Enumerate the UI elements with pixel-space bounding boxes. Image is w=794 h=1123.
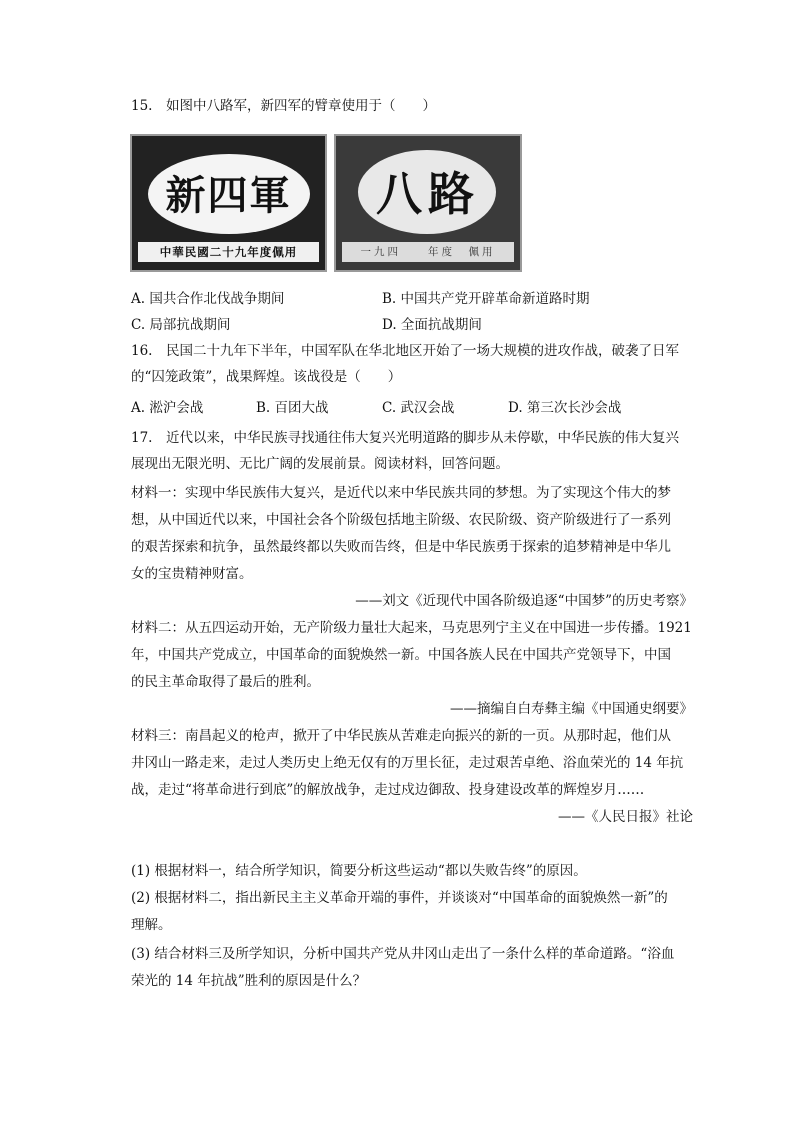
q15-stem: 15. 如图中八路军，新四军的臂章使用于（ ） <box>131 98 436 114</box>
q15-option-c: C. 局部抗战期间 <box>131 317 231 333</box>
sub-question-1: (1) 根据材料一，结合所学知识，简要分析这些运动“都以失败告终”的原因。 <box>131 863 587 879</box>
q17-intro-line1: 17. 近代以来，中华民族寻找通往伟大复兴光明道路的脚步从未停歇，中华民族的伟大复兴 <box>131 430 679 446</box>
material-three-source: ——《人民日报》社论 <box>558 809 693 825</box>
sub-question-2-cont: 理解。 <box>131 917 172 933</box>
material-two-line: 年，中国共产党成立，中国革命的面貌焕然一新。中国各族人民在中国共产党领导下，中国 <box>131 647 671 663</box>
sub-question-2: (2) 根据材料二，指出新民主主义革命开端的事件，并谈谈对“中国革命的面貌焕然一新”的 <box>131 890 668 906</box>
eighth-route-army-armband-image <box>334 134 522 272</box>
material-two-line: 的民主革命取得了最后的胜利。 <box>131 674 320 690</box>
material-one-line: 女的宝贵精神财富。 <box>131 566 253 582</box>
q16-stem-line2: 的“囚笼政策”，战果辉煌。该战役是（ ） <box>131 369 402 385</box>
armband-strip: 一九四 年度 佩用 <box>342 242 514 262</box>
q16-option-c: C. 武汉会战 <box>382 400 455 416</box>
material-two-source: ——摘编自白寿彝主编《中国通史纲要》 <box>450 701 693 717</box>
sub-question-3: (3) 结合材料三及所学知识，分析中国共产党从井冈山走出了一条什么样的革命道路。“浴血 <box>131 946 675 962</box>
material-one-line: 想，从中国近代以来，中国社会各个阶级包括地主阶级、农民阶级、资产阶级进行了一系列 <box>131 512 671 528</box>
q15-option-d: D. 全面抗战期间 <box>382 317 482 333</box>
armband-title: 新四軍 <box>165 172 292 219</box>
material-three-line: 井冈山一路走来，走过人类历史上绝无仅有的万里长征，走过艰苦卓绝、浴血荣光的 14 年抗 <box>131 755 684 771</box>
sub-question-3-cont: 荣光的 14 年抗战”胜利的原因是什么？ <box>131 973 367 989</box>
q16-option-b: B. 百团大战 <box>256 400 329 416</box>
q17-intro-line2: 展现出无限光明、无比广阔的发展前景。阅读材料，回答问题。 <box>131 456 509 472</box>
q15-option-a: A. 国共合作北伐战争期间 <box>131 291 285 307</box>
q15-option-b: B. 中国共产党开辟革命新道路时期 <box>382 291 590 307</box>
material-one-line: 的艰苦探索和抗争，虽然最终都以失败而告终，但是中华民族勇于探索的追梦精神是中华儿 <box>131 539 671 555</box>
q16-option-a: A. 淞沪会战 <box>131 400 204 416</box>
material-three-line: 战，走过“将革命进行到底”的解放战争，走过戍边御敌、投身建设改革的辉煌岁月…… <box>131 782 645 798</box>
armband-strip: 中華民國二十九年度佩用 <box>138 242 319 262</box>
material-two-line: 材料二：从五四运动开始，无产阶级力量壮大起来，马克思列宁主义在中国进一步传播。1921 <box>131 620 692 636</box>
new-fourth-army-armband-image <box>130 134 327 272</box>
q16-stem-line1: 16. 民国二十九年下半年，中国军队在华北地区开始了一场大规模的进攻作战，破袭了日军 <box>131 343 679 359</box>
material-three-line: 材料三：南昌起义的枪声，掀开了中华民族从苦难走向振兴的新的一页。从那时起，他们从 <box>131 728 671 744</box>
material-one-line: 材料一：实现中华民族伟大复兴，是近代以来中华民族共同的梦想。为了实现这个伟大的梦 <box>131 485 671 501</box>
material-one-source: ——刘文《近现代中国各阶级追逐“中国梦”的历史考察》 <box>355 593 693 609</box>
q16-option-d: D. 第三次长沙会战 <box>508 400 622 416</box>
armband-title: 八路 <box>376 167 480 221</box>
